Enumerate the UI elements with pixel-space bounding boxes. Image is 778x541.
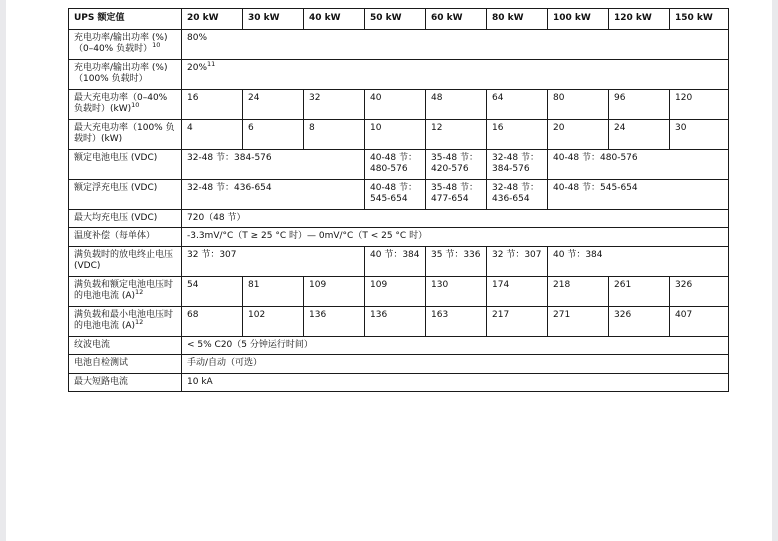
footnote-ref: 12 xyxy=(135,288,144,296)
row-label: 最大短路电流 xyxy=(69,373,182,392)
table-cell: 218 xyxy=(548,276,609,306)
footnote-ref: 10 xyxy=(131,101,140,109)
row-label: 电池自检测试 xyxy=(69,355,182,374)
table-row xyxy=(69,209,729,228)
table-cell: 32 xyxy=(304,89,365,119)
table-cell: 163 xyxy=(426,306,487,336)
header-cell-120kw: 120 kW xyxy=(609,9,670,30)
table-cell: 326 xyxy=(609,306,670,336)
row-label: 满负载和最小电池电压时的电池电流 $(A)^{12}$ xyxy=(69,306,182,336)
row-label: 满负载时的放电终止电压 (VDC) xyxy=(69,246,182,276)
table-cell: 10 kA xyxy=(182,373,729,392)
table-cell: 6 xyxy=(243,119,304,149)
table-row xyxy=(69,29,729,59)
table-cell: 手动/自动（可选） xyxy=(182,355,729,374)
table-cell: 720（48 节） xyxy=(182,209,729,228)
table-cell: 24 xyxy=(243,89,304,119)
table-row xyxy=(69,276,729,306)
table-cell: 32-48 节：436-654 xyxy=(182,179,365,209)
ups-ratings-table xyxy=(68,8,729,392)
table-cell: 80% xyxy=(182,29,729,59)
table-cell: 136 xyxy=(304,306,365,336)
table-row xyxy=(69,246,729,276)
table-cell: 120 xyxy=(670,89,729,119)
table-cell: 174 xyxy=(487,276,548,306)
table-cell: 40-48 节：545-654 xyxy=(548,179,729,209)
header-cell-ups-rating: UPS 额定值 xyxy=(69,9,182,30)
table-cell: 109 xyxy=(365,276,426,306)
table-cell: 16 xyxy=(487,119,548,149)
table-cell: 326 xyxy=(670,276,729,306)
header-row xyxy=(69,9,729,30)
table-cell: 35-48 节：477-654 xyxy=(426,179,487,209)
left-margin-strip xyxy=(0,0,6,541)
table-cell: 68 xyxy=(182,306,243,336)
table-cell: 109 xyxy=(304,276,365,306)
footnote-ref: 12 xyxy=(135,318,144,326)
table-cell: 40 节：384 xyxy=(365,246,426,276)
header-cell-100kw: 100 kW xyxy=(548,9,609,30)
table-cell: 407 xyxy=(670,306,729,336)
table-cell: 80 xyxy=(548,89,609,119)
table-row xyxy=(69,149,729,179)
table-cell: 32-48 节：384-576 xyxy=(487,149,548,179)
row-label: 充电功率/输出功率 (%)（100% 负载时） xyxy=(69,59,182,89)
row-label: 额定浮充电压 (VDC) xyxy=(69,179,182,209)
table-cell: 40-48 节：545-654 xyxy=(365,179,426,209)
table-cell: 136 xyxy=(365,306,426,336)
table-cell: 12 xyxy=(426,119,487,149)
header-cell-40kw: 40 kW xyxy=(304,9,365,30)
header-cell-50kw: 50 kW xyxy=(365,9,426,30)
right-margin-strip xyxy=(772,0,778,541)
table-cell: 30 xyxy=(670,119,729,149)
table-cell: 40 xyxy=(365,89,426,119)
row-label: 满负载和额定电池电压时的电池电流 $(A)^{12}$ xyxy=(69,276,182,306)
row-label: 额定电池电压 (VDC) xyxy=(69,149,182,179)
table-cell: 130 xyxy=(426,276,487,306)
row-label: 充电功率/输出功率 (%)（0–40% 负载时）$^{10}$ xyxy=(69,29,182,59)
table-cell: 40-48 节：480-576 xyxy=(548,149,729,179)
table-cell: 102 xyxy=(243,306,304,336)
header-cell-20kw: 20 kW xyxy=(182,9,243,30)
table-row xyxy=(69,306,729,336)
table-row xyxy=(69,179,729,209)
table-cell: < 5% C20（5 分钟运行时间） xyxy=(182,336,729,355)
table-cell: 20%$^{11}$ xyxy=(182,59,729,89)
header-cell-80kw: 80 kW xyxy=(487,9,548,30)
table-cell: 32-48 节：384-576 xyxy=(182,149,365,179)
table-cell: 32 节：307 xyxy=(487,246,548,276)
row-label: 最大均充电压 (VDC) xyxy=(69,209,182,228)
table-cell: 271 xyxy=(548,306,609,336)
table-row xyxy=(69,336,729,355)
table-cell: 81 xyxy=(243,276,304,306)
table-row xyxy=(69,119,729,149)
table-cell: 64 xyxy=(487,89,548,119)
row-label: 温度补偿（每单体） xyxy=(69,228,182,247)
table-cell: 96 xyxy=(609,89,670,119)
table-cell: 24 xyxy=(609,119,670,149)
table-row xyxy=(69,228,729,247)
footnote-ref: 10 xyxy=(152,41,161,49)
table-row xyxy=(69,373,729,392)
table-cell: 32 节：307 xyxy=(182,246,365,276)
row-label: 纹波电流 xyxy=(69,336,182,355)
table-cell: 261 xyxy=(609,276,670,306)
row-label: 最大充电功率（0–40% 负载时）(kW)$^{10}$ xyxy=(69,89,182,119)
table-cell: 217 xyxy=(487,306,548,336)
table-cell: 40-48 节：480-576 xyxy=(365,149,426,179)
table-cell: 32-48 节：436-654 xyxy=(487,179,548,209)
table-cell: 16 xyxy=(182,89,243,119)
table-row xyxy=(69,59,729,89)
header-cell-30kw: 30 kW xyxy=(243,9,304,30)
table-cell: 48 xyxy=(426,89,487,119)
header-cell-150kw: 150 kW xyxy=(670,9,729,30)
table-cell: 10 xyxy=(365,119,426,149)
footnote-ref: 11 xyxy=(207,59,216,68)
table-cell: 40 节：384 xyxy=(548,246,729,276)
table-row xyxy=(69,355,729,374)
header-cell-60kw: 60 kW xyxy=(426,9,487,30)
table-row xyxy=(69,89,729,119)
table-cell: 54 xyxy=(182,276,243,306)
table-cell: 35-48 节：420-576 xyxy=(426,149,487,179)
table-cell: 35 节：336 xyxy=(426,246,487,276)
table-cell: 4 xyxy=(182,119,243,149)
row-label: 最大充电功率（100% 负载时）(kW) xyxy=(69,119,182,149)
table-cell: -3.3mV/°C（T ≥ 25 °C 时）— 0mV/°C（T < 25 °C 时） xyxy=(182,228,729,247)
table-cell: 20 xyxy=(548,119,609,149)
table-cell: 8 xyxy=(304,119,365,149)
